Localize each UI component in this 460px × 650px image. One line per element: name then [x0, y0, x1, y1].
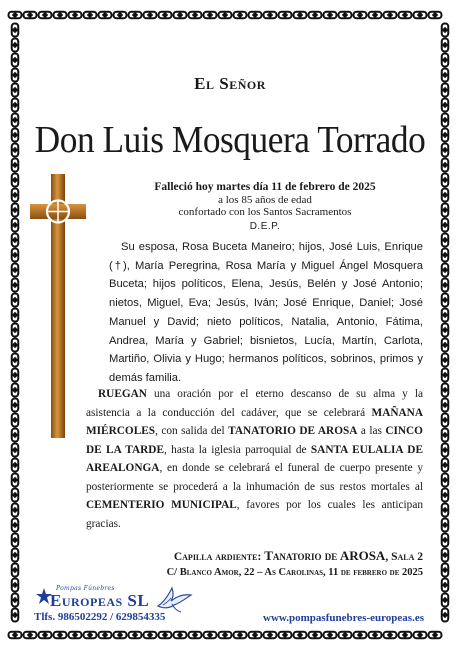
border-link	[249, 12, 262, 19]
chapel-label: Capilla ardiente:	[173, 551, 262, 563]
border-link	[12, 264, 19, 277]
border-link	[442, 189, 449, 202]
border-link	[309, 632, 322, 639]
border-link	[442, 309, 449, 322]
border-link	[12, 99, 19, 112]
border-link	[129, 632, 142, 639]
border-link	[114, 12, 127, 19]
border-link	[12, 579, 19, 592]
border-link	[442, 459, 449, 472]
funeral-day: MAÑANA MIÉRCOLES	[86, 406, 423, 437]
border-link	[442, 264, 449, 277]
border-link	[354, 12, 367, 19]
border-link	[442, 519, 449, 532]
border-link	[12, 489, 19, 502]
border-link	[442, 54, 449, 67]
border-link	[369, 632, 382, 639]
border-link	[442, 474, 449, 487]
border-link	[12, 324, 19, 337]
border-link	[442, 429, 449, 442]
border-link	[384, 632, 397, 639]
border-link	[12, 369, 19, 382]
border-link	[159, 12, 172, 19]
border-link	[189, 632, 202, 639]
border-link	[442, 369, 449, 382]
border-link	[442, 549, 449, 562]
ruegan-keyword: RUEGAN	[98, 388, 147, 400]
border-link	[12, 564, 19, 577]
border-link	[339, 632, 352, 639]
border-link	[442, 414, 449, 427]
border-link	[12, 309, 19, 322]
ruegan-text: a las	[357, 425, 386, 437]
border-link	[442, 234, 449, 247]
dove-icon	[154, 584, 194, 614]
border-link	[9, 632, 22, 639]
family-paragraph: Su esposa, Rosa Buceta Maneiro; hijos, José Luis, Enrique (†), María Peregrina, Rosa María y Miguel Ángel Mosquera Buceta; hijos políticos, Elena, Jesús, Belén y José Antonio; nietos, Miguel, Eva; Jesús, Iván; José Enrique, Daniel; José Manuel y David; nieto políticos, Natalia, Antonio, Fátima, Andrea, María y Gabriel; bisnietos, Lucía, Martín, Carlota, Martiño, Olivia y Hugo; hermanos políticos, sobrinos, primos y demás familia.	[109, 241, 423, 384]
ruegan-text: , en donde se celebrará el funeral de cuerpo presente y posteriormente se procederá a la inhumación de sus restos mortales al	[86, 462, 423, 493]
border-link	[442, 504, 449, 517]
border-link	[442, 339, 449, 352]
border-link	[442, 99, 449, 112]
logo-name: Europeas SL	[50, 591, 150, 610]
border-link	[144, 12, 157, 19]
border-link	[54, 632, 67, 639]
border-link	[249, 632, 262, 639]
border-link	[442, 39, 449, 52]
border-link	[324, 12, 337, 19]
border-link	[442, 219, 449, 232]
church-name: SANTA EULALIA DE AREALONGA	[86, 443, 423, 474]
border-link	[159, 632, 172, 639]
border-link	[129, 12, 142, 19]
ruegan-text: , con salida del	[155, 425, 229, 437]
border-link	[12, 414, 19, 427]
border-link	[174, 12, 187, 19]
sacraments-text: confortado con los Santos Sacramentos	[178, 206, 352, 218]
border-link	[442, 249, 449, 262]
border-link	[12, 549, 19, 562]
border-link	[442, 279, 449, 292]
ruegan-text: , hasta la iglesia parroquial de	[163, 443, 311, 456]
ruegan-text: una oración por el eterno descanso de su alma y la asistencia a la conducción del cadáver, que se celebrará	[86, 388, 423, 419]
border-link	[294, 632, 307, 639]
border-link	[442, 444, 449, 457]
border-link	[12, 444, 19, 457]
border-link	[279, 12, 292, 19]
border-link	[12, 294, 19, 307]
border-link	[414, 12, 427, 19]
border-link	[12, 399, 19, 412]
border-link	[442, 384, 449, 397]
departure-place: TANATORIO DE AROSA	[228, 425, 358, 437]
border-link	[12, 204, 19, 217]
border-link	[69, 632, 82, 639]
border-link	[264, 12, 277, 19]
chapel-value: Tanatorio de AROSA	[264, 548, 386, 563]
logo-tagline: Pompas Fúnebres	[56, 585, 115, 592]
border-link	[219, 632, 232, 639]
border-link	[279, 632, 292, 639]
border-link	[442, 399, 449, 412]
departure-time: CINCO DE LA TARDE	[86, 425, 423, 456]
border-link	[294, 12, 307, 19]
border-link	[174, 632, 187, 639]
border-link	[442, 294, 449, 307]
website-link[interactable]: www.pompasfunebres-europeas.es	[263, 612, 424, 624]
border-link	[264, 632, 277, 639]
border-link	[99, 632, 112, 639]
cemetery-name: CEMENTERIO MUNICIPAL	[86, 499, 237, 511]
border-link	[54, 12, 67, 19]
border-link	[442, 354, 449, 367]
phone-numbers: Tlfs. 986502292 / 629854335	[34, 611, 166, 623]
border-link	[12, 459, 19, 472]
border-link	[399, 12, 412, 19]
border-link	[309, 12, 322, 19]
border-link	[12, 594, 19, 607]
border-link	[12, 234, 19, 247]
border-link	[442, 564, 449, 577]
border-link	[12, 54, 19, 67]
ruegan-text: , favores por los cuales les anticipan gracias.	[86, 499, 423, 530]
chapel-room: , Sala 2	[385, 551, 423, 563]
border-link	[429, 632, 442, 639]
border-link	[12, 474, 19, 487]
border-link	[12, 189, 19, 202]
border-link	[12, 39, 19, 52]
ruegan-paragraph	[86, 385, 423, 533]
border-link	[24, 632, 37, 639]
deceased-name: Don Luis Mosquera Torrado	[34, 119, 426, 161]
border-link	[414, 632, 427, 639]
border-link	[442, 204, 449, 217]
chapel-line	[174, 548, 423, 564]
border-link	[12, 219, 19, 232]
dep-text: D.E.P.	[249, 221, 281, 232]
border-link	[12, 609, 19, 622]
border-link	[234, 632, 247, 639]
border-link	[384, 12, 397, 19]
border-link	[39, 632, 52, 639]
border-link	[354, 632, 367, 639]
border-link	[114, 632, 127, 639]
border-link	[219, 12, 232, 19]
border-link	[69, 12, 82, 19]
border-link	[189, 12, 202, 19]
border-link	[12, 519, 19, 532]
border-link	[12, 534, 19, 547]
border-link	[144, 632, 157, 639]
border-link	[12, 279, 19, 292]
border-link	[369, 12, 382, 19]
border-link	[24, 12, 37, 19]
border-link	[339, 12, 352, 19]
border-link	[84, 632, 97, 639]
border-link	[429, 12, 442, 19]
border-link	[442, 594, 449, 607]
border-link	[234, 12, 247, 19]
border-link	[12, 429, 19, 442]
border-link	[39, 12, 52, 19]
border-link	[12, 504, 19, 517]
page-subtitle: El Señor	[194, 74, 266, 93]
border-link	[99, 12, 112, 19]
border-link	[442, 489, 449, 502]
border-link	[442, 24, 449, 37]
death-date-text: Falleció hoy martes día 11 de febrero de 2025	[154, 181, 376, 193]
border-link	[399, 632, 412, 639]
border-link	[442, 609, 449, 622]
border-link	[442, 579, 449, 592]
border-link	[442, 174, 449, 187]
border-link	[12, 384, 19, 397]
border-link	[12, 354, 19, 367]
border-link	[12, 24, 19, 37]
border-link	[12, 249, 19, 262]
address-line: C/ Blanco Amor, 22 – As Carolinas, 11 de febrero de 2025	[166, 567, 423, 578]
cross-icon	[30, 172, 86, 440]
border-link	[324, 632, 337, 639]
border-link	[204, 12, 217, 19]
border-link	[12, 339, 19, 352]
border-link	[84, 12, 97, 19]
border-link	[9, 12, 22, 19]
border-link	[204, 632, 217, 639]
border-link	[442, 534, 449, 547]
age-text: a los 85 años de edad	[218, 194, 312, 206]
border-link	[12, 174, 19, 187]
border-link	[442, 324, 449, 337]
